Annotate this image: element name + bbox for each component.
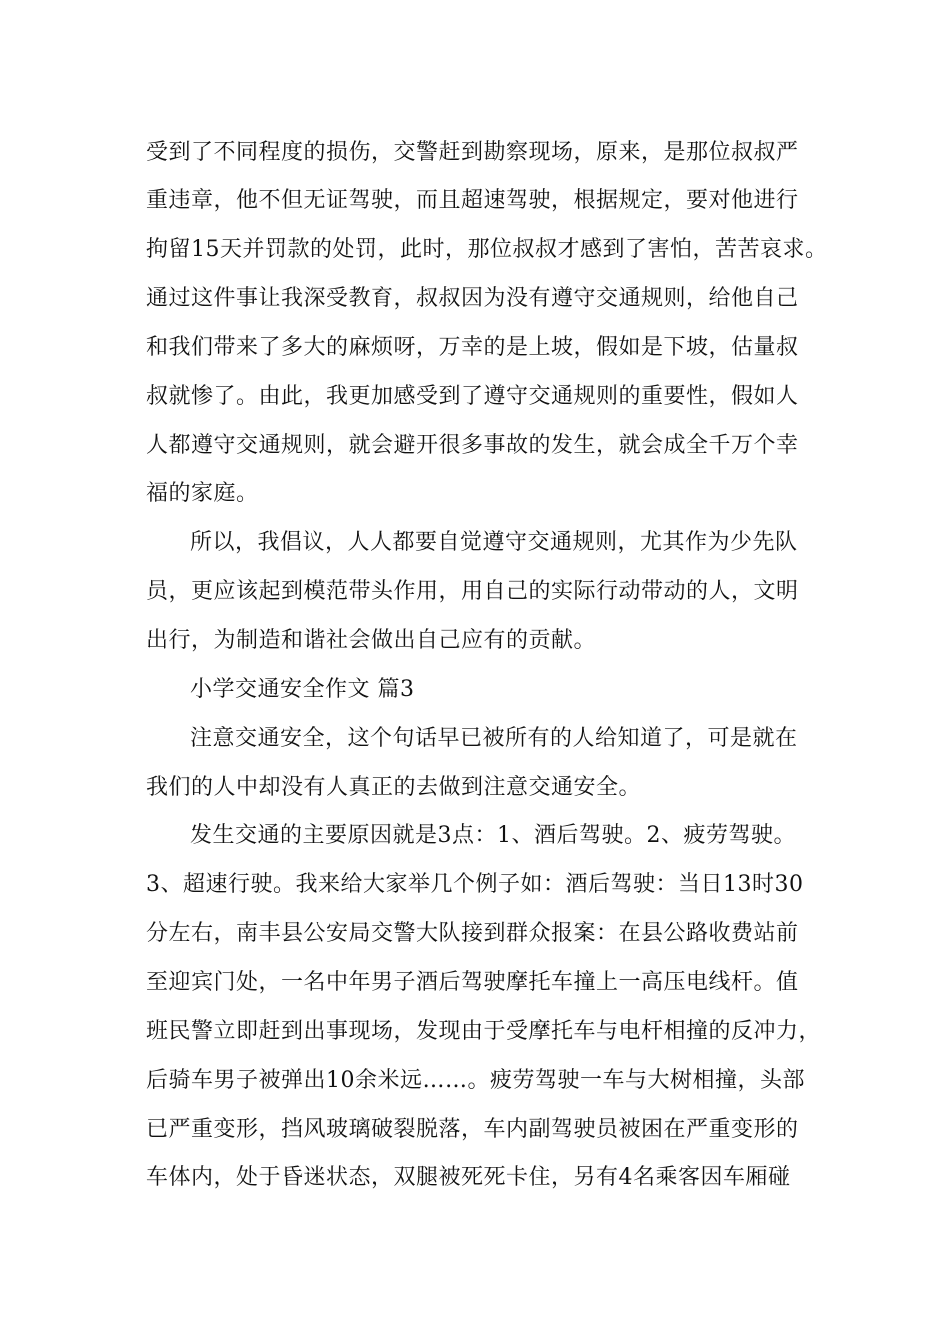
text-line: 已严重变形，挡风玻璃破裂脱落，车内副驾驶员被困在严重变形的 (146, 1117, 799, 1142)
text-line: 3、超速行驶。我来给大家举几个例子如：酒后驾驶：当日13时30 (146, 872, 804, 897)
text-line: 员，更应该起到模范带头作用，用自己的实际行动带动的人，文明 (146, 579, 799, 604)
text-line: 至迎宾门处，一名中年男子酒后驾驶摩托车撞上一高压电线杆。值 (146, 970, 799, 995)
text-line: 分左右，南丰县公安局交警大队接到群众报案：在县公路收费站前 (146, 921, 799, 946)
text-line: 后骑车男子被弹出10余米远……。疲劳驾驶一车与大树相撞，头部 (146, 1068, 805, 1093)
paragraph-first-line: 所以，我倡议，人人都要自觉遵守交通规则，尤其作为少先队 (190, 530, 798, 555)
text-line: 人都遵守交通规则，就会避开很多事故的发生，就会成全千万个幸 (146, 433, 799, 458)
text-line: 通过这件事让我深受教育，叔叔因为没有遵守交通规则，给他自己 (146, 286, 799, 311)
text-line: 叔就惨了。由此，我更加感受到了遵守交通规则的重要性，假如人 (146, 384, 799, 409)
text-line: 出行，为制造和谐社会做出自己应有的贡献。 (146, 628, 597, 653)
text-line: 受到了不同程度的损伤，交警赶到勘察现场，原来，是那位叔叔严 (146, 140, 799, 165)
paragraph-first-line: 注意交通安全，这个句话早已被所有的人给知道了，可是就在 (190, 726, 798, 751)
text-line: 拘留15天并罚款的处罚，此时，那位叔叔才感到了害怕，苦苦哀求。 (146, 237, 828, 262)
text-line: 和我们带来了多大的麻烦呀，万幸的是上坡，假如是下坡，估量叔 (146, 335, 799, 360)
text-line: 班民警立即赶到出事现场，发现由于受摩托车与电杆相撞的反冲力， (146, 1019, 822, 1044)
text-line: 车体内，处于昏迷状态，双腿被死死卡住，另有4名乘客因车厢碰 (146, 1165, 791, 1190)
text-line: 我们的人中却没有人真正的去做到注意交通安全。 (146, 775, 642, 800)
paragraph-first-line: 发生交通的主要原因就是3点：1、酒后驾驶。2、疲劳驾驶。 (190, 823, 796, 848)
text-line: 重违章，他不但无证驾驶，而且超速驾驶，根据规定，要对他进行 (146, 188, 799, 213)
text-line: 福的家庭。 (146, 481, 259, 506)
section-heading: 小学交通安全作文 篇3 (190, 677, 415, 702)
